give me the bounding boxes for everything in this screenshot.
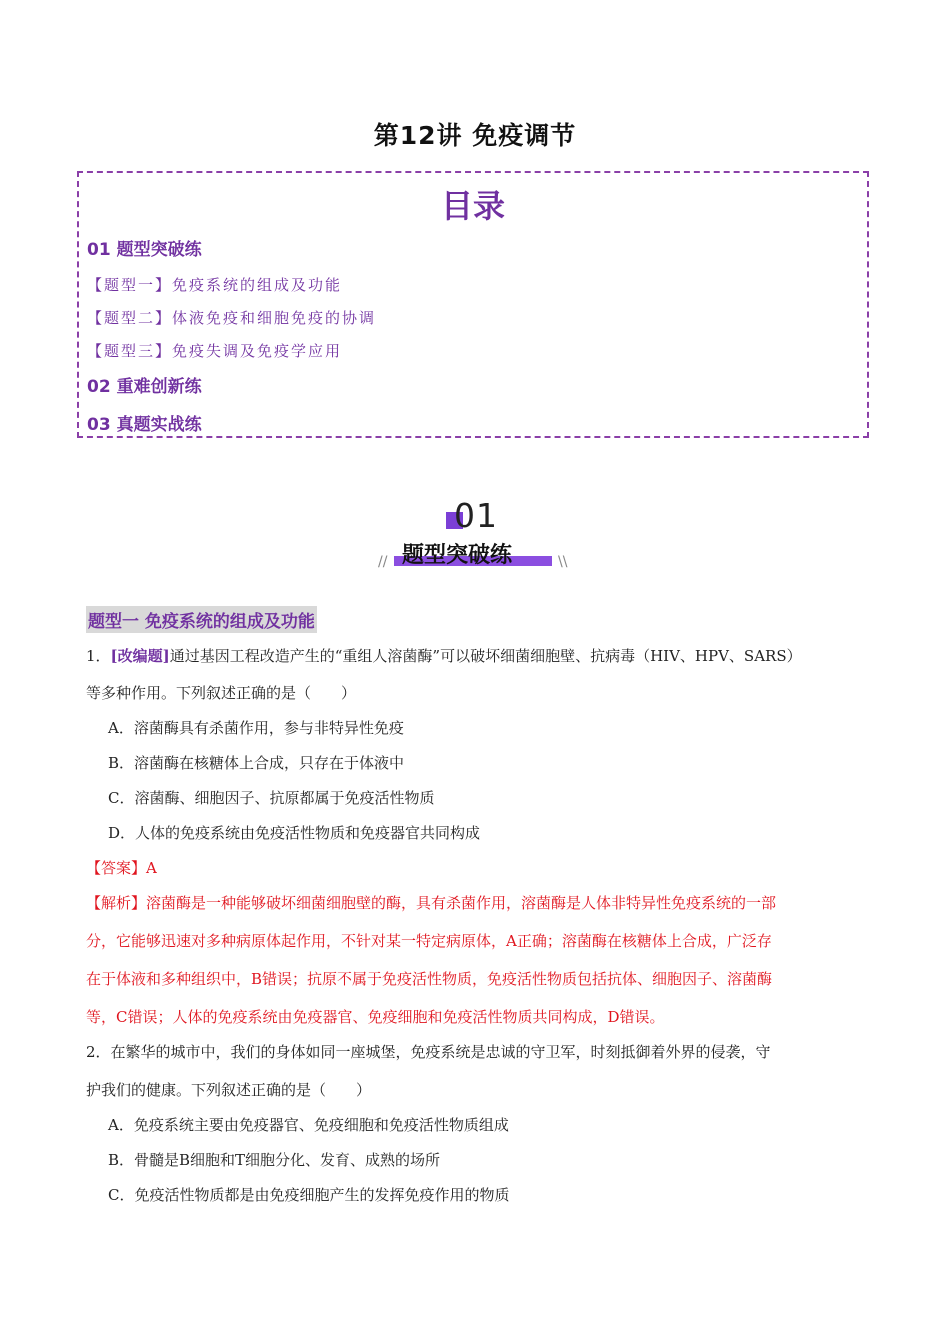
question-1-stem-cont: 等多种作用。下列叙述正确的是（ ） [86, 684, 357, 702]
toc-section-link[interactable]: 03 真题实战练 [87, 415, 202, 435]
toc-section-link[interactable]: 01 题型突破练 [87, 240, 202, 260]
option-a[interactable]: A．免疫系统主要由免疫器官、免疫细胞和免疫活性物质组成 [108, 1116, 509, 1134]
question-2-stem [86, 1042, 866, 1062]
option-a[interactable]: A．溶菌酶具有杀菌作用，参与非特异性免疫 [108, 719, 404, 737]
section-badge [378, 496, 578, 580]
question-text: 通过基因工程改造产生的“重组人溶菌酶”可以破坏细菌细胞壁、抗病毒（HIV、HPV、SARS） [169, 647, 802, 665]
toc-item-link[interactable]: 【题型三】免疫失调及免疫学应用 [87, 342, 343, 360]
section-heading: 题型一 免疫系统的组成及功能 [86, 606, 317, 633]
toc-heading: 目录 [440, 187, 505, 225]
option-c[interactable]: C．溶菌酶、细胞因子、抗原都属于免疫活性物质 [108, 789, 435, 807]
question-tag: [改编题] [110, 647, 170, 665]
analysis-text: 溶菌酶是一种能够破坏细菌细胞壁的酶，具有杀菌作用，溶菌酶是人体非特异性免疫系统的一部 [146, 894, 777, 912]
badge-slash-left: // [378, 554, 388, 570]
table-of-contents [77, 171, 869, 438]
question-text: 在繁华的城市中，我们的身体如同一座城堡，免疫系统是忠诚的守卫军，时刻抵御着外界的侵袭，守 [110, 1043, 771, 1061]
option-c[interactable]: C．免疫活性物质都是由免疫细胞产生的发挥免疫作用的物质 [108, 1186, 510, 1204]
answer-label: 【答案】 [86, 859, 147, 877]
option-b[interactable]: B．骨髓是B细胞和T细胞分化、发育、成熟的场所 [108, 1151, 441, 1169]
question-number: 1． [86, 647, 111, 665]
badge-label: 题型突破练 [402, 543, 513, 568]
analysis-label: 【解析】 [86, 894, 147, 912]
toc-item-link[interactable]: 【题型二】体液免疫和细胞免疫的协调 [87, 309, 377, 327]
badge-number: 01 [454, 496, 498, 535]
question-1-stem [86, 646, 866, 666]
answer-value: A [146, 859, 157, 877]
question-2-stem-cont: 护我们的健康。下列叙述正确的是（ ） [86, 1081, 372, 1099]
question-number: 2． [86, 1043, 111, 1061]
analysis-line: 分，它能够迅速对多种病原体起作用，不针对某一特定病原体，A正确；溶菌酶在核糖体上合成，广泛存 [86, 932, 772, 950]
option-b[interactable]: B．溶菌酶在核糖体上合成，只存在于体液中 [108, 754, 405, 772]
answer-line [86, 858, 866, 878]
option-d[interactable]: D．人体的免疫系统由免疫活性物质和免疫器官共同构成 [108, 824, 481, 842]
page-title: 第12讲 免疫调节 [373, 121, 577, 150]
analysis-line: 等，C错误；人体的免疫系统由免疫器官、免疫细胞和免疫活性物质共同构成，D错误。 [86, 1008, 665, 1026]
analysis-line [86, 893, 866, 913]
toc-item-link[interactable]: 【题型一】免疫系统的组成及功能 [87, 276, 343, 294]
badge-slash-right: \\ [558, 554, 568, 570]
analysis-line: 在于体液和多种组织中，B错误；抗原不属于免疫活性物质，免疫活性物质包括抗体、细胞因子、溶菌酶 [86, 970, 773, 988]
toc-section-link[interactable]: 02 重难创新练 [87, 377, 202, 397]
